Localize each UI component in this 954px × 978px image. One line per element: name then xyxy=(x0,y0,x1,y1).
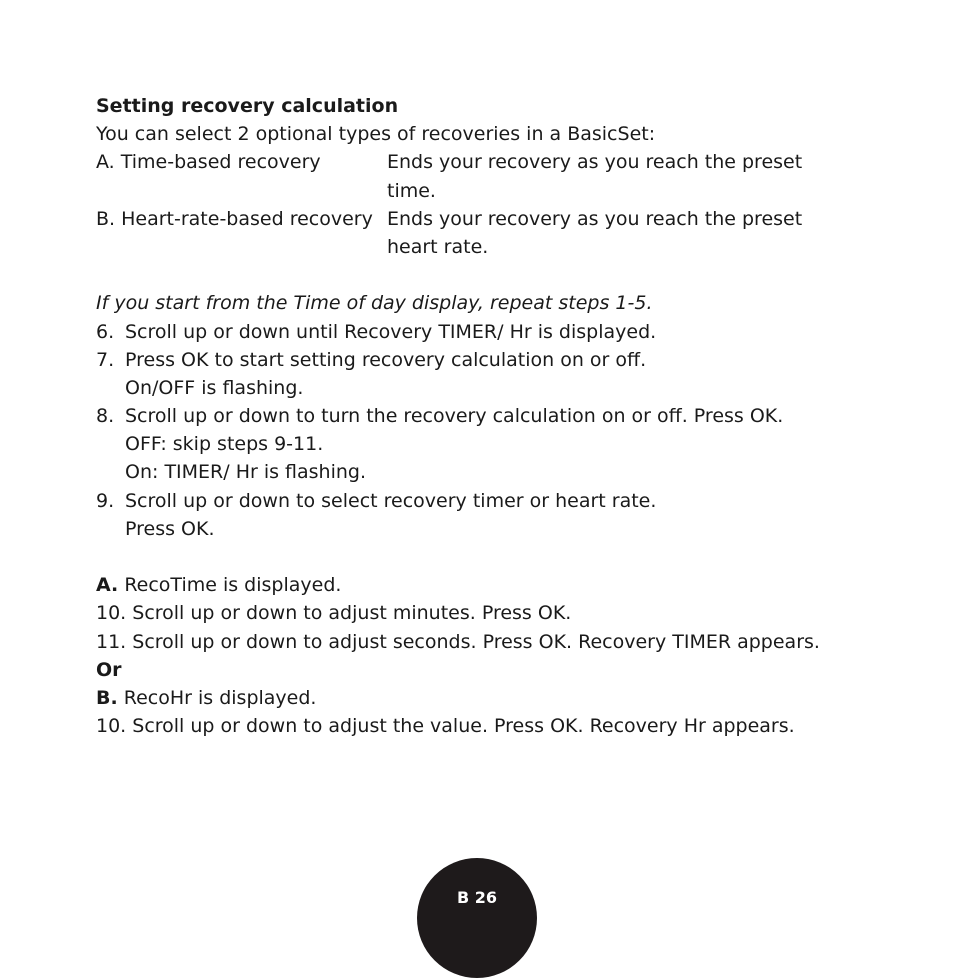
step-line: Press OK. xyxy=(125,517,215,540)
section-b-text: RecoHr is displayed. xyxy=(117,686,317,709)
step-line: On: TIMER/ Hr is flashing. xyxy=(125,461,367,484)
definition-term: B. Heart-rate-based recovery xyxy=(96,207,373,230)
section-a-header xyxy=(96,571,856,599)
definition-term: A. Time-based recovery xyxy=(96,151,321,174)
step-9 xyxy=(96,487,856,543)
step-line: OFF: skip steps 9-11. xyxy=(125,433,324,456)
step-line: Press OK to start setting recovery calculation on or off. xyxy=(125,348,647,371)
step-number: 7. xyxy=(96,348,115,371)
step-6 xyxy=(96,318,856,346)
section-a-label: A. xyxy=(96,574,119,597)
definition-desc-line: Ends your recovery as you reach the preset xyxy=(387,151,803,174)
step-7 xyxy=(96,346,856,402)
section-b-step: 10. Scroll up or down to adjust the value. Press OK. Recovery Hr appears. xyxy=(96,715,795,738)
step-line: Scroll up or down to select recovery timer or heart rate. xyxy=(125,489,657,512)
note-text: If you start from the Time of day display, repeat steps 1-5. xyxy=(96,292,653,315)
spacer xyxy=(96,543,856,571)
step-8 xyxy=(96,402,856,487)
intro-text: You can select 2 optional types of recoveries in a BasicSet: xyxy=(96,123,656,146)
step-line: On/OFF is flashing. xyxy=(125,376,304,399)
step-line: Scroll up or down to turn the recovery calculation on or off. Press OK. xyxy=(125,405,784,428)
step-line: Scroll up or down until Recovery TIMER/ Hr is displayed. xyxy=(125,320,657,343)
definition-desc-line: heart rate. xyxy=(387,235,489,258)
section-heading: Setting recovery calculation xyxy=(96,95,399,117)
step-number: 8. xyxy=(96,405,115,428)
definition-desc-line: time. xyxy=(387,179,436,202)
page-number: B 26 xyxy=(456,888,498,907)
step-number: 6. xyxy=(96,320,115,343)
or-label: Or xyxy=(96,658,122,681)
definition-desc-line: Ends your recovery as you reach the preset xyxy=(387,207,803,230)
manual-content xyxy=(96,92,856,740)
spacer xyxy=(96,261,856,289)
page-number-badge xyxy=(417,858,537,978)
section-a-step: 11. Scroll up or down to adjust seconds. Press OK. Recovery TIMER appears. xyxy=(96,630,820,653)
section-a-step: 10. Scroll up or down to adjust minutes. Press OK. xyxy=(96,602,572,625)
section-b-header xyxy=(96,684,856,712)
definition-row-time xyxy=(96,148,856,204)
step-number: 9. xyxy=(96,489,115,512)
definition-row-heart-rate xyxy=(96,205,856,261)
section-a-text: RecoTime is displayed. xyxy=(118,574,342,597)
section-b-label: B. xyxy=(96,686,118,709)
